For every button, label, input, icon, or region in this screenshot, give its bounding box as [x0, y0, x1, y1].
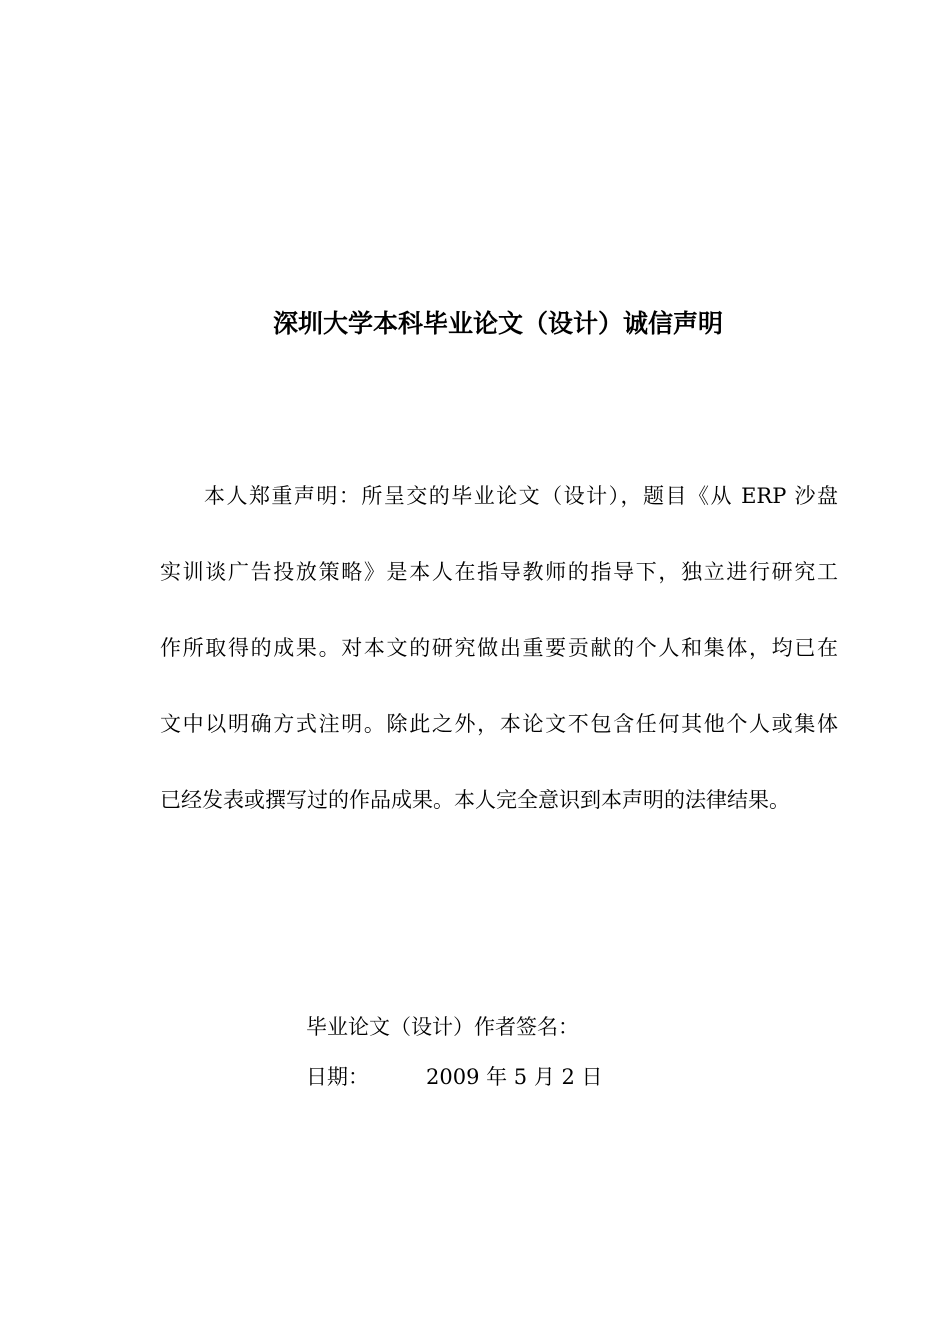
page-title: 深圳大学本科毕业论文（设计）诚信声明 — [272, 309, 723, 338]
date-row — [306, 1058, 706, 1096]
signature-label: 毕业论文（设计）作者签名： — [306, 1015, 579, 1039]
paragraph-line: 作所取得的成果。对本文的研究做出重要贡献的个人和集体，均已在 — [160, 636, 838, 660]
declaration-paragraph — [160, 477, 838, 857]
paragraph-line: 已经发表或撰写过的作品成果。本人完全意识到本声明的法律结果。 — [160, 788, 790, 812]
date-label: 日期： — [306, 1065, 369, 1089]
paragraph-line: 本人郑重声明：所呈交的毕业论文（设计），题目《从 ERP 沙盘 — [204, 484, 838, 508]
date-value: 2009 年 5 月 2 日 — [426, 1065, 603, 1089]
signature-block — [306, 1008, 706, 1108]
paragraph-line: 文中以明确方式注明。除此之外，本论文不包含任何其他个人或集体 — [160, 712, 838, 736]
paragraph-line: 实训谈广告投放策略》是本人在指导教师的指导下，独立进行研究工 — [160, 560, 838, 584]
